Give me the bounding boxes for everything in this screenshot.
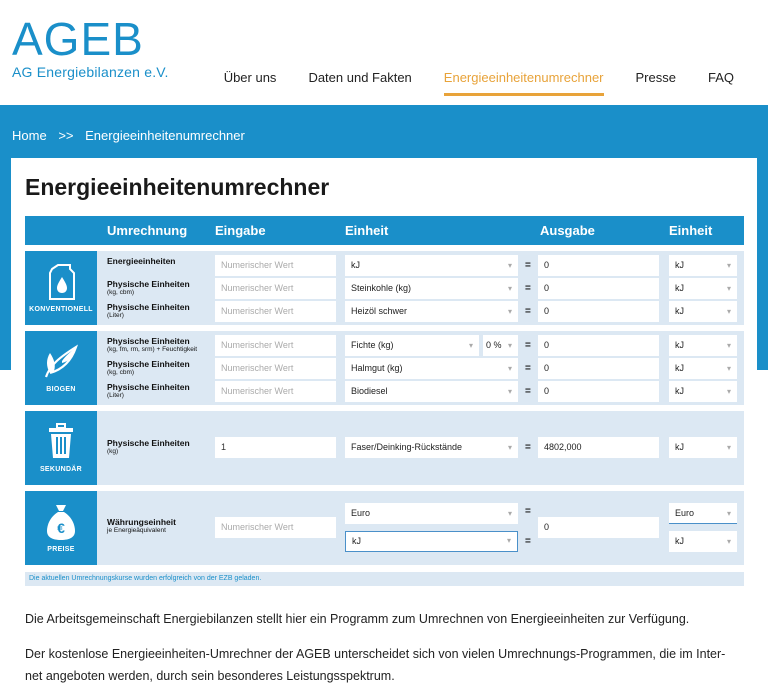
output-unit-select-sekundaer-physisch[interactable]: kJ ▾	[669, 437, 737, 458]
breadcrumb-home[interactable]: Home	[12, 128, 47, 143]
input-konv-energieeinheiten[interactable]: Numerischer Wert	[215, 255, 336, 276]
output-unit-select-biogen-physisch-liter[interactable]: kJ ▾	[669, 381, 737, 402]
intro-paragraph-1: Die Arbeitsgemeinschaft Energiebilanzen stellt hier ein Programm zum Umrechnen von Energieeinheiten zur Verfügung.	[25, 612, 690, 626]
header-einheit: Einheit	[345, 223, 389, 238]
equals-sign: =	[525, 363, 531, 374]
nav-faq[interactable]: FAQ	[707, 70, 734, 85]
row-label: Physische Einheiten (Liter)	[107, 382, 190, 399]
site-header	[0, 0, 768, 105]
output-biogen-feuchtigkeit: 0	[538, 335, 659, 356]
row-label-preise: Währungseinheit je Energieäquivalent	[107, 517, 176, 534]
row-biogen-physisch-kg	[25, 358, 744, 380]
logo-title: AGEB	[12, 13, 144, 65]
output-unit-select-biogen-physisch-kg[interactable]: kJ ▾	[669, 358, 737, 379]
breadcrumb	[12, 128, 253, 143]
logo[interactable]	[12, 13, 169, 80]
breadcrumb-separator: >>	[58, 128, 74, 143]
equals-sign: =	[525, 506, 531, 517]
section-icon-preise	[25, 491, 97, 565]
output-konv-physisch-kg: 0	[538, 278, 659, 299]
header-ausgabe: Ausgabe	[540, 223, 595, 238]
section-label-preise: PREISE	[47, 546, 75, 553]
output-unit-select-biogen-feuchtigkeit[interactable]: kJ ▾	[669, 335, 737, 356]
unit-select-preise-energy[interactable]: kJ ▾	[345, 531, 518, 552]
converter-table	[25, 216, 744, 565]
section-biogen	[25, 331, 744, 405]
equals-sign: =	[525, 306, 531, 317]
section-label-sekundaer: SEKUNDÄR	[39, 466, 83, 473]
logo-subtitle: AG Energiebilanzen e.V.	[12, 64, 169, 80]
nav-ueber-uns[interactable]: Über uns	[223, 70, 277, 85]
section-label-biogen: BIOGEN	[46, 386, 76, 393]
unit-select-preise-currency[interactable]: Euro ▾	[345, 503, 518, 524]
input-biogen-physisch-liter[interactable]: Numerischer Wert	[215, 381, 336, 402]
row-label: Physische Einheiten (kg, fm, rm, srm) + Feuchtigkeit	[107, 336, 198, 353]
output-preise: 0	[538, 517, 659, 538]
input-biogen-feuchtigkeit[interactable]: Numerischer Wert	[215, 335, 336, 356]
row-label: Physische Einheiten (kg)	[107, 438, 190, 455]
nav-daten-und-fakten[interactable]: Daten und Fakten	[308, 70, 412, 85]
output-biogen-physisch-kg: 0	[538, 358, 659, 379]
unit-select-konv-energieeinheiten[interactable]: kJ ▾	[345, 255, 518, 276]
section-konventionell	[25, 251, 744, 325]
row-label: Physische Einheiten (Liter)	[107, 302, 190, 319]
row-label: Physische Einheiten (kg, cbm)	[107, 279, 190, 296]
output-konv-physisch-liter: 0	[538, 301, 659, 322]
section-sekundaer	[25, 411, 744, 485]
equals-sign: =	[525, 536, 531, 547]
output-sekundaer-physisch: 4802,000	[538, 437, 659, 458]
row-konv-energieeinheiten	[25, 255, 744, 277]
main-nav	[208, 70, 750, 96]
table-header	[25, 216, 744, 245]
equals-sign: =	[525, 283, 531, 294]
unit-select-biogen-physisch-kg[interactable]: Halmgut (kg) ▾	[345, 358, 518, 379]
input-konv-physisch-liter[interactable]: Numerischer Wert	[215, 301, 336, 322]
unit-select-biogen-physisch-liter[interactable]: Biodiesel ▾	[345, 381, 518, 402]
input-preise[interactable]: Numerischer Wert	[215, 517, 336, 538]
unit-select-konv-physisch-liter[interactable]: Heizöl schwer ▾	[345, 301, 518, 322]
header-umrechnung: Umrechnung	[107, 223, 188, 238]
nav-presse[interactable]: Presse	[635, 70, 676, 85]
row-label: Energieeinheiten	[107, 256, 176, 266]
equals-sign: =	[525, 340, 531, 351]
row-biogen-feuchtigkeit	[25, 335, 744, 357]
output-unit-select-preise-currency[interactable]: Euro ▾	[669, 503, 737, 524]
equals-sign: =	[525, 260, 531, 271]
output-biogen-physisch-liter: 0	[538, 381, 659, 402]
output-unit-select-konv-physisch-liter[interactable]: kJ ▾	[669, 301, 737, 322]
unit-select-biogen-feuchtigkeit[interactable]: Fichte (kg) ▾	[345, 335, 479, 356]
breadcrumb-current: Energieeinheitenumrechner	[85, 128, 245, 143]
input-biogen-physisch-kg[interactable]: Numerischer Wert	[215, 358, 336, 379]
output-unit-select-konv-physisch-kg[interactable]: kJ ▾	[669, 278, 737, 299]
header-eingabe: Eingabe	[215, 223, 266, 238]
row-konv-physisch-liter	[25, 301, 744, 323]
section-preise	[25, 491, 744, 565]
header-einheit-output: Einheit	[669, 223, 713, 238]
row-sekundaer-physisch	[25, 437, 744, 459]
money-bag-icon	[25, 503, 97, 541]
row-biogen-physisch-liter	[25, 381, 744, 403]
output-unit-select-konv-energieeinheiten[interactable]: kJ ▾	[669, 255, 737, 276]
input-sekundaer-physisch[interactable]: 1	[215, 437, 336, 458]
page-title: Energieeinheitenumrechner	[25, 174, 330, 200]
intro-paragraph-2: Der kostenlose Energieeinheiten-Umrechner der AGEB unterscheidet sich von vielen Umrechnungs-Programmen, die im Inter-net angeboten werden, durch sein besonderes Leistungsspektrum.	[25, 647, 726, 683]
section-label-konventionell: KONVENTIONELL	[29, 306, 93, 313]
nav-energieeinheitenumrechner[interactable]: Energieeinheitenumrechner	[428, 70, 620, 96]
output-konv-energieeinheiten: 0	[538, 255, 659, 276]
row-konv-physisch-kg	[25, 278, 744, 300]
content-card	[11, 158, 757, 698]
svg-text:€: €	[57, 520, 65, 536]
status-message: Die aktuellen Umrechnungskurse wurden erfolgreich von der EZB geladen.	[25, 572, 744, 586]
equals-sign: =	[525, 386, 531, 397]
row-label: Physische Einheiten (kg, cbm)	[107, 359, 190, 376]
moisture-select[interactable]: 0 % ▾	[483, 335, 518, 356]
unit-select-sekundaer-physisch[interactable]: Faser/Deinking-Rückstände ▾	[345, 437, 518, 458]
unit-select-konv-physisch-kg[interactable]: Steinkohle (kg) ▾	[345, 278, 518, 299]
input-konv-physisch-kg[interactable]: Numerischer Wert	[215, 278, 336, 299]
equals-sign: =	[525, 442, 531, 453]
output-unit-select-preise-energy[interactable]: kJ ▾	[669, 531, 737, 552]
